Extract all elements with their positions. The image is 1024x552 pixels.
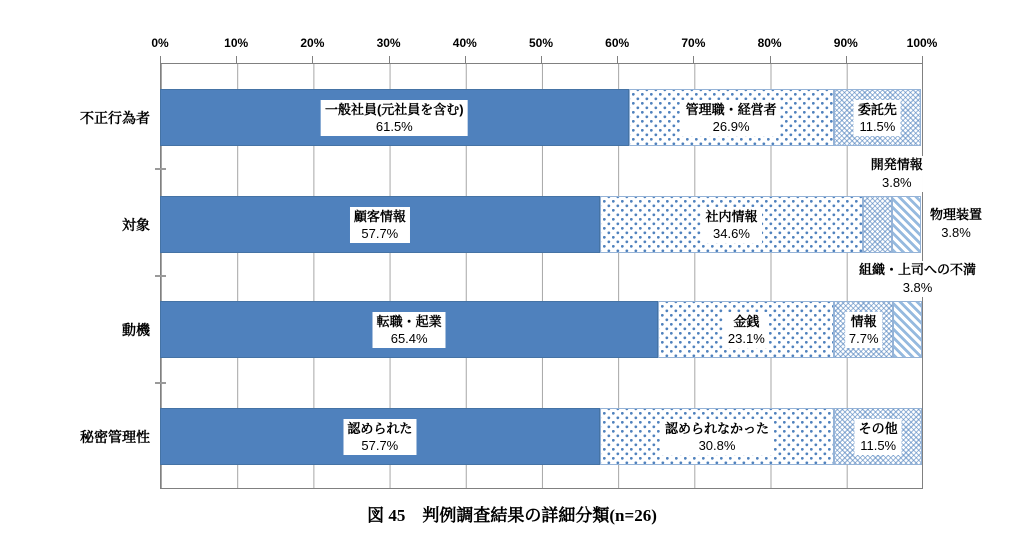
data-label-name: 委託先 [857,101,897,117]
x-axis-tick-mark [160,56,161,63]
data-label [724,312,769,348]
data-label-outside [930,206,982,242]
data-label [661,419,773,455]
bar-segment-lattice [834,89,922,146]
data-label-outside [859,261,976,297]
x-axis-tick-label: 10% [224,36,249,50]
data-label [682,100,781,136]
bar-segment-lattice [834,408,922,465]
x-axis-tick-label: 100% [906,36,938,50]
data-label [701,207,761,243]
y-axis-category-label: 対象 [122,216,150,233]
x-axis-tick-mark [389,56,390,63]
data-label-name: 情報 [850,313,877,329]
bar-segment-dots [600,408,835,465]
data-label-name: 一般社員(元社員を含む) [324,101,464,117]
data-label-outside [871,156,923,192]
x-axis-tick-label: 80% [757,36,782,50]
x-axis-tick-mark [770,56,771,63]
y-axis-category-label: 不正行為者 [80,109,150,126]
data-label-name: 認められなかった [665,420,770,436]
data-label-value: 7.7% [848,330,879,346]
x-axis-tick-label: 70% [681,36,706,50]
data-label-value: 65.4% [390,330,428,346]
bar-segment-solid [160,301,658,358]
bar-segment-dots [658,301,834,358]
x-axis-tick-mark [541,56,542,63]
data-label [343,419,416,455]
x-axis-tick-label: 50% [528,36,554,50]
x-axis-tick-mark [236,56,237,63]
bar-segment-solid [160,196,600,253]
bar-segment-stripes [892,196,921,253]
data-label [855,419,902,455]
x-axis-tick-label: 90% [833,36,858,50]
data-label-value: 3.8% [902,280,933,295]
data-label-name: 組織・上司への不満 [859,262,977,277]
y-axis-boundary-tick [155,382,166,384]
x-axis-tick-mark [617,56,618,63]
data-label-name: 顧客情報 [353,208,406,224]
data-label-value: 23.1% [727,330,765,346]
x-axis-tick-label: 30% [376,36,401,50]
data-label [845,312,883,348]
bar-segment-solid [160,89,629,146]
data-label-name: 物理装置 [930,206,983,222]
data-label-value: 61.5% [375,118,413,134]
bar-segment-dots [600,196,864,253]
bar-segment-lattice [863,196,892,253]
data-label-value: 26.9% [712,118,750,134]
data-label-value: 57.7% [361,437,399,453]
x-axis-tick-label: 40% [452,36,477,50]
bar-segment-stripes [893,301,922,358]
y-axis-boundary-tick [155,275,166,277]
y-axis-category-label: 秘密管理性 [80,428,150,445]
data-label-name: 社内情報 [705,208,758,224]
x-axis-tick-mark [922,56,923,63]
data-label-name: 金銭 [733,313,760,329]
data-label-name: その他 [858,420,898,436]
x-axis-tick-mark [846,56,847,63]
data-label-name: 開発情報 [870,157,923,172]
figure-caption: 図 45 判例調査結果の詳細分類(n=26) [367,506,657,525]
data-label-value: 3.8% [881,175,912,190]
x-axis-tick-label: 0% [151,36,169,50]
data-label-value: 57.7% [361,225,399,241]
data-label-name: 管理職・経営者 [685,101,777,117]
data-label-value: 11.5% [859,118,896,134]
x-axis-tick-label: 60% [605,36,630,50]
x-axis-tick-mark [312,56,313,63]
x-axis-tick-label: 20% [300,36,325,50]
y-axis-boundary-tick [155,168,166,170]
x-axis-tick-mark [465,56,466,63]
data-label [854,100,901,136]
data-label-value: 34.6% [713,225,750,241]
bar-segment-lattice [834,301,893,358]
data-label-name: 転職・起業 [376,313,442,329]
data-label [373,312,446,348]
y-axis-category-label: 動機 [122,321,150,338]
data-label [350,207,410,243]
data-label [321,100,468,136]
data-label-name: 認められた [347,420,413,436]
x-axis-tick-mark [693,56,694,63]
bar-segment-solid [160,408,600,465]
data-label-value: 30.8% [698,437,736,453]
data-label-value: 11.5% [860,437,897,453]
bar-segment-dots [629,89,834,146]
data-label-value: 3.8% [941,224,971,240]
